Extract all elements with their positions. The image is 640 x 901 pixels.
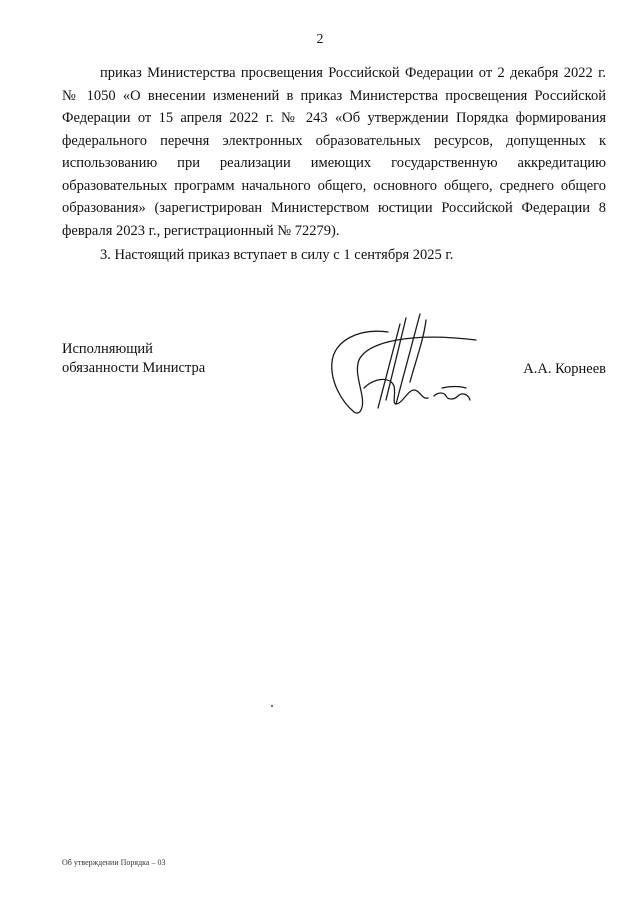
scan-speck bbox=[271, 705, 273, 707]
signer-name: А.А. Корнеев bbox=[523, 361, 606, 377]
signature-block bbox=[62, 340, 606, 420]
handwritten-signature bbox=[330, 310, 480, 420]
signer-title-line-1: Исполняющий bbox=[62, 341, 153, 357]
paragraph-continued: приказ Министерства просвещения Российской Федерации от 2 декабря 2022 г. № 1050 «О внесении изменений в приказ Министерства просвещения Российской Федерации от 15 апреля 2022 г. № 243 «Об утверждении Порядка формирования федерального перечня электронных образовательных ресурсов, допущенных к использованию при реализации имеющих государственную аккредитацию образовательных программ начального общего, основного общего, среднего общего образования» (зарегистрирован Министерством юстиции Российской Федерации 8 февраля 2023 г., регистрационный № 72279). bbox=[62, 65, 606, 239]
page-number: 2 bbox=[316, 32, 324, 47]
signer-title bbox=[62, 340, 205, 378]
signer-title-line-2: обязанности Министра bbox=[62, 360, 206, 376]
paragraph-item-3: 3. Настоящий приказ вступает в силу с 1 сентября 2025 г. bbox=[100, 247, 454, 263]
footer-reference: Об утверждении Порядка – 03 bbox=[62, 858, 166, 867]
document-body bbox=[62, 62, 606, 267]
